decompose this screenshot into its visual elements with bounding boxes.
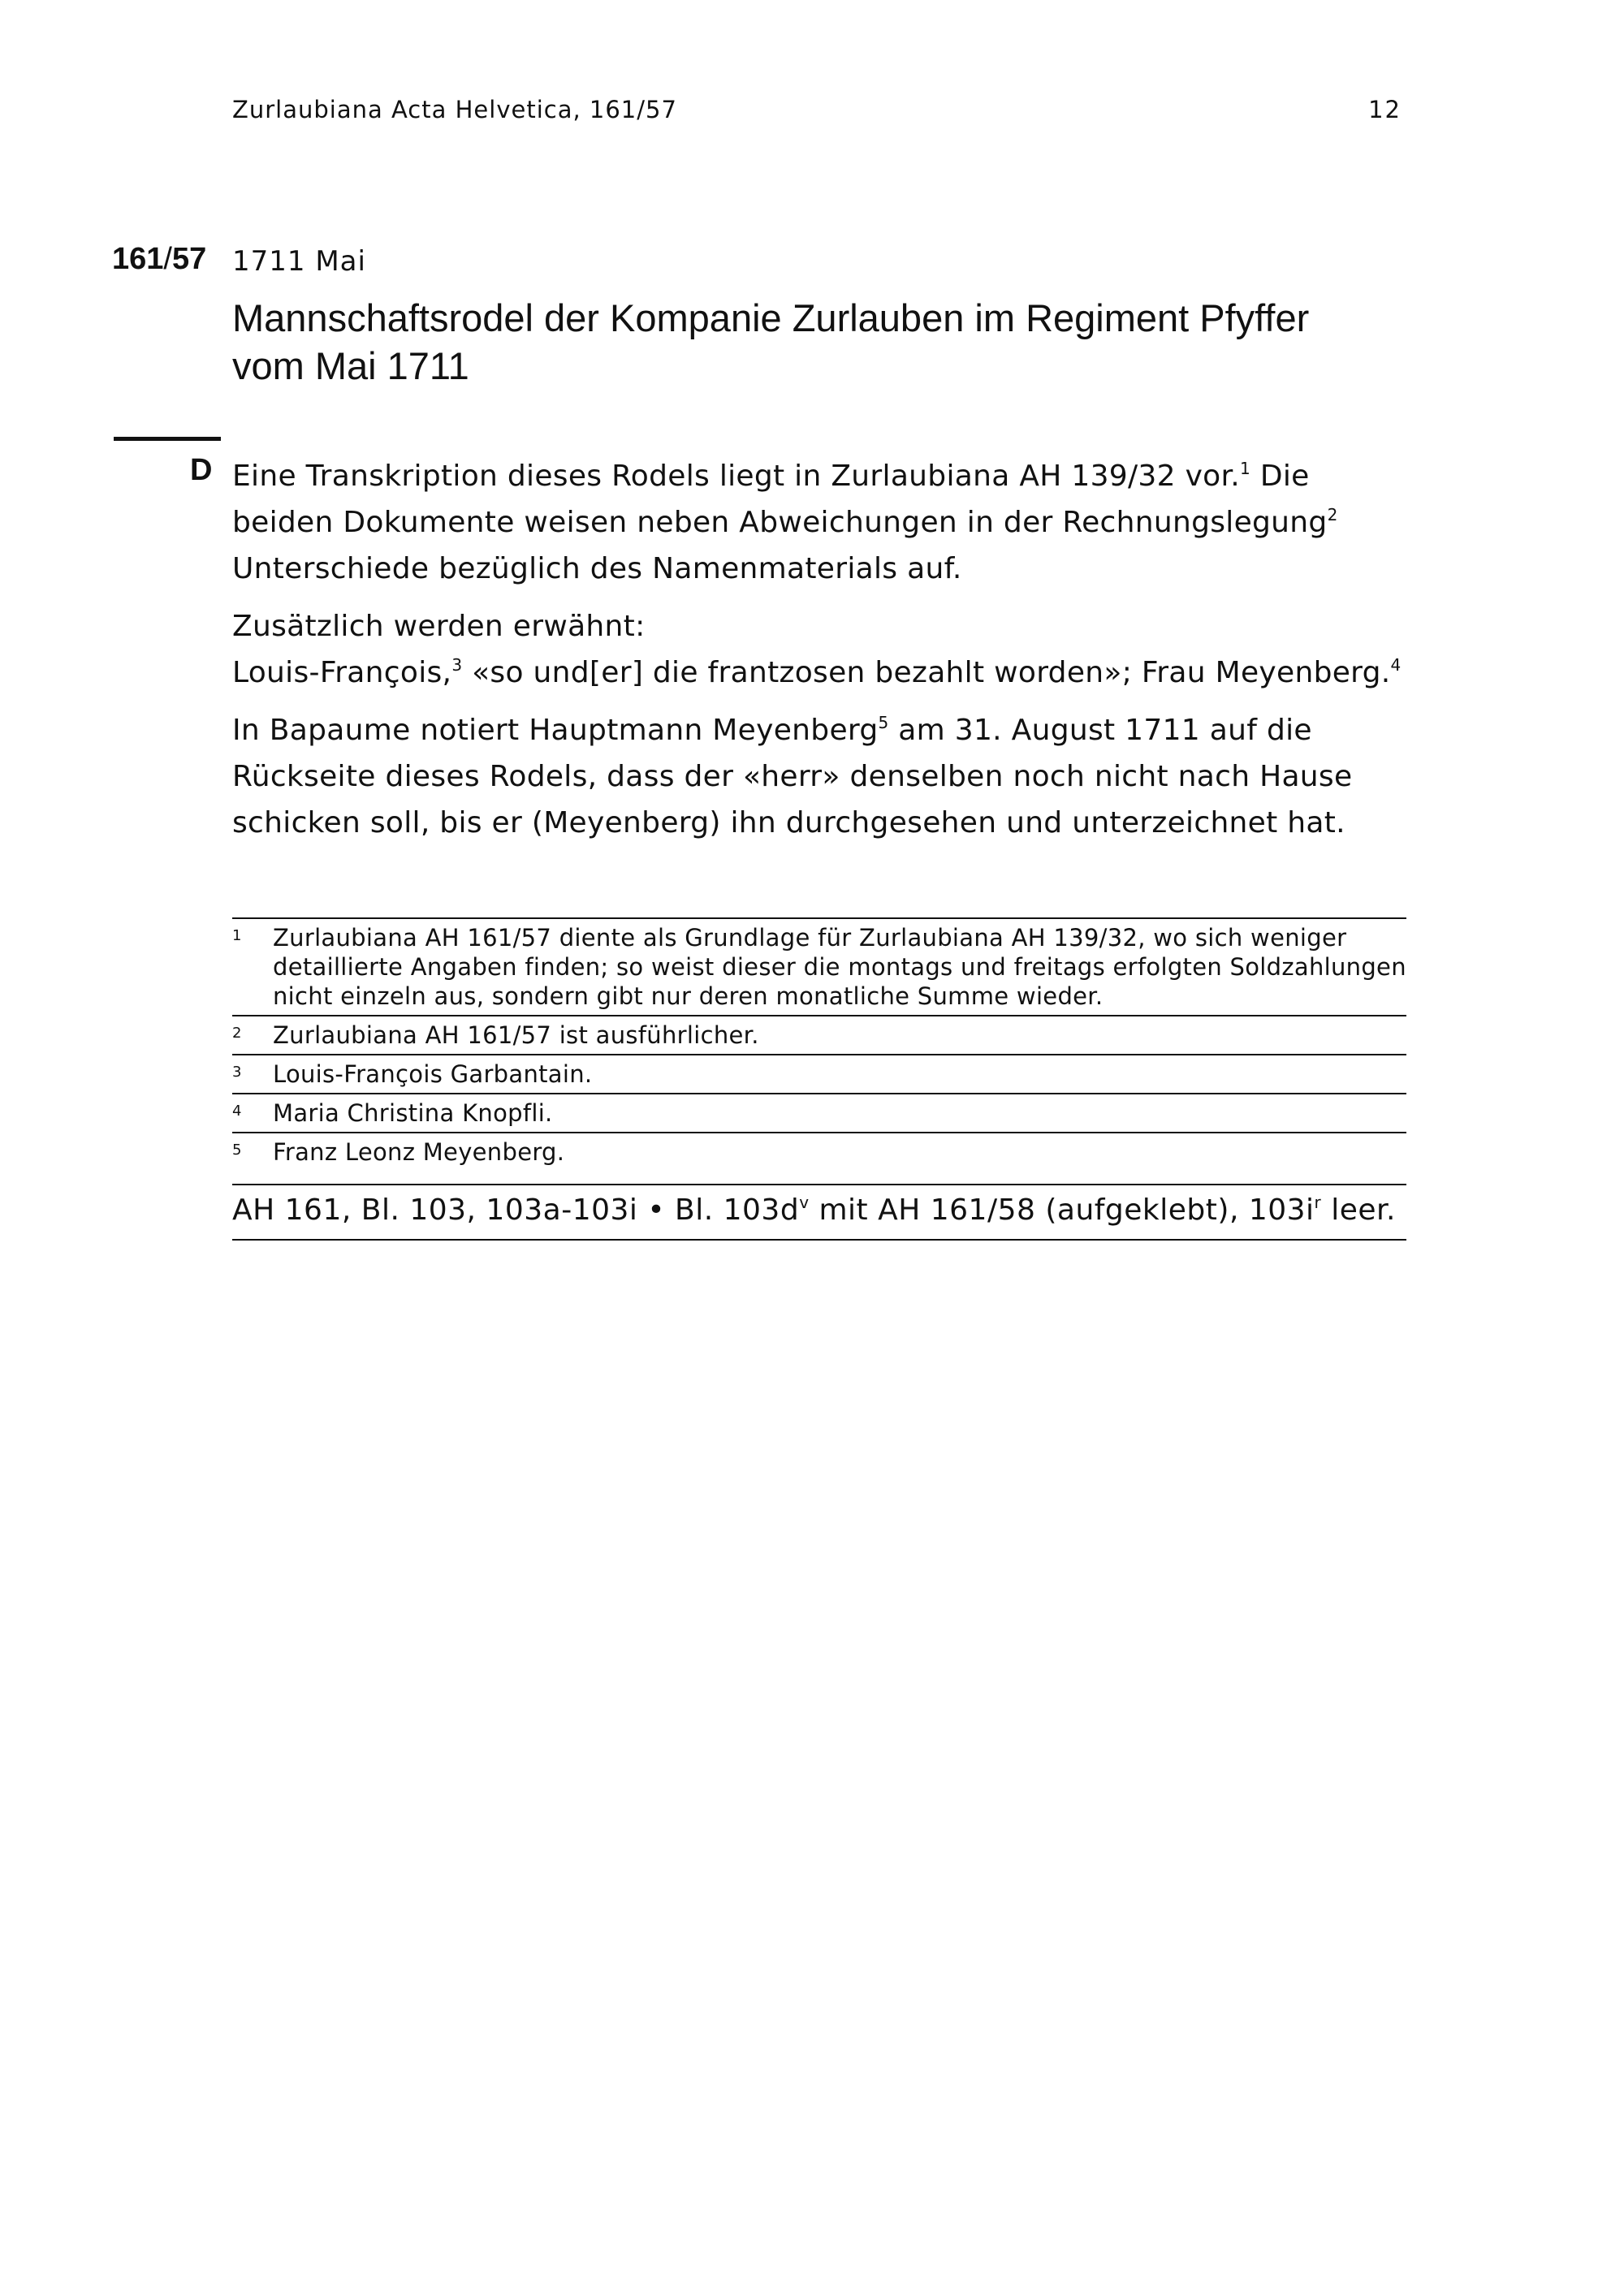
- paragraph-2-text-a: Zusätzlich werden erwähnt:: [232, 610, 646, 643]
- footnote-number: 5: [232, 1142, 242, 1159]
- paragraph-1-text-c: Unterschiede bezüglich des Namenmaterials auf.: [232, 552, 962, 585]
- source-reference: [232, 1184, 1406, 1241]
- footnotes: [232, 917, 1406, 1171]
- paragraph-1-text-a: Eine Transkription dieses Rodels liegt in Zurlaubiana AH 139/32 vor.: [232, 460, 1241, 493]
- footnote-item: [232, 1054, 1406, 1093]
- section-label: D: [190, 453, 213, 487]
- footnote-ref-2[interactable]: 2: [1327, 505, 1338, 524]
- footnote-number: 4: [232, 1103, 242, 1120]
- document-title: Mannschaftsrodel der Kompanie Zurlauben im Regiment Pfyffer vom Mai 1711: [232, 296, 1310, 387]
- footnote-item: [232, 1015, 1406, 1054]
- source-superscript-2: r: [1314, 1193, 1322, 1212]
- paragraph-2: [232, 603, 1410, 696]
- paragraph-2-text-b: Louis-François,: [232, 656, 452, 689]
- source-superscript-1: v: [799, 1193, 810, 1212]
- footnote-text: Zurlaubiana AH 161/57 diente als Grundlage für Zurlaubiana AH 139/32, wo sich weniger detaillierte Angaben finden; so weist dieser die montags und freitags erfolgten Soldzahlungen nicht einzeln aus, sondern gibt nur deren monatliche Summe wieder.: [273, 924, 1406, 1010]
- document-number-slash: /: [163, 242, 172, 276]
- footnote-number: 2: [232, 1025, 242, 1042]
- page-number: 12: [1368, 96, 1402, 123]
- source-text-b: mit AH 161/58 (aufgeklebt), 103i: [809, 1193, 1315, 1227]
- paragraph-3-text-a: In Bapaume notiert Hauptmann Meyenberg: [232, 714, 879, 747]
- section-rule: [114, 437, 221, 441]
- footnote-text: Franz Leonz Meyenberg.: [273, 1138, 565, 1166]
- source-text-c: leer.: [1321, 1193, 1396, 1227]
- footnote-number: 1: [232, 927, 242, 944]
- footnote-ref-3[interactable]: 3: [451, 655, 463, 675]
- document-date: 1711 Mai: [232, 245, 366, 278]
- document-number-main: 161: [112, 242, 164, 276]
- document-number-sub: 57: [171, 242, 207, 276]
- footnote-item: [232, 1093, 1406, 1132]
- source-text-a: AH 161, Bl. 103, 103a-103i • Bl. 103d: [232, 1193, 800, 1227]
- footnote-text: Zurlaubiana AH 161/57 ist ausführlicher.: [273, 1021, 759, 1049]
- footnote-ref-1[interactable]: 1: [1240, 459, 1251, 478]
- document-number: [112, 242, 206, 277]
- paragraph-3: [232, 707, 1410, 846]
- section-body: [232, 453, 1410, 857]
- footnote-ref-4[interactable]: 4: [1390, 655, 1402, 675]
- footnote-text: Louis-François Garbantain.: [273, 1060, 593, 1088]
- footnote-number: 3: [232, 1064, 242, 1081]
- footnote-text: Maria Christina Knopfli.: [273, 1099, 553, 1127]
- footnote-ref-5[interactable]: 5: [878, 713, 889, 732]
- paragraph-3-text-b: am 31. August 1711 auf die Rückseite dieses Rodels, dass der «herr» denselben noch nicht nach Hause schicken soll, bis er (Meyenberg) ihn durchgesehen und unterzeichnet hat.: [232, 714, 1353, 839]
- footnote-item: [232, 1132, 1406, 1171]
- paragraph-1: [232, 453, 1410, 592]
- paragraph-1-text-b: Die beiden Dokumente weisen neben Abweichungen in der Rechnungslegung: [232, 460, 1328, 539]
- running-head: Zurlaubiana Acta Helvetica, 161/57: [232, 96, 677, 123]
- footnote-item: [232, 917, 1406, 1015]
- paragraph-2-text-c: «so und[er] die frantzosen bezahlt worden»; Frau Meyenberg.: [462, 656, 1391, 689]
